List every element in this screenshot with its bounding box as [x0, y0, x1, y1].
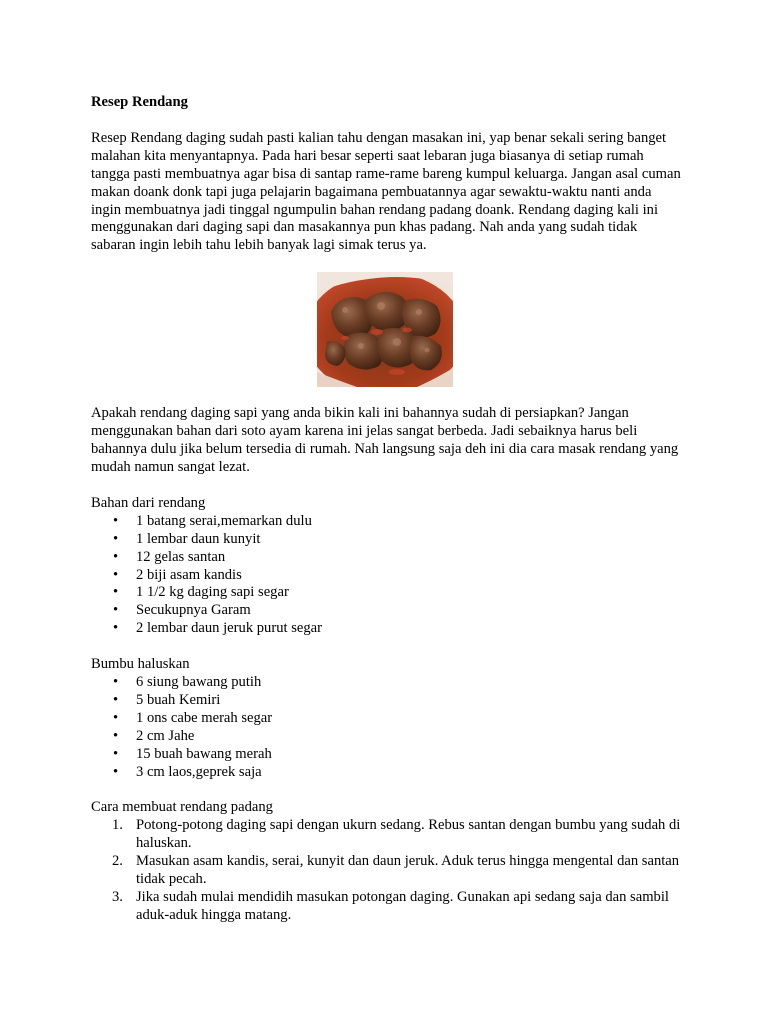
- list-item: • 1 1/2 kg daging sapi segar: [113, 584, 289, 601]
- bullet-icon: •: [113, 709, 119, 726]
- list-item: • 2 lembar daun jeruk purut segar: [113, 620, 323, 637]
- document-title: Resep Rendang: [91, 94, 188, 110]
- list-item: • 1 ons cabe merah segar: [113, 709, 273, 726]
- bahan-heading: Bahan dari rendang: [91, 494, 206, 511]
- cara-steps-list: [91, 817, 681, 924]
- bullet-icon: •: [113, 566, 119, 583]
- list-item: • 1 batang serai,memarkan dulu: [113, 512, 312, 529]
- bullet-icon: •: [113, 691, 119, 708]
- step-number: 2.: [112, 853, 123, 870]
- list-item: • 5 buah Kemiri: [113, 691, 221, 708]
- cara-heading: Cara membuat rendang padang: [91, 799, 273, 816]
- intro-paragraph: Resep Rendang daging sudah pasti kalian tahu dengan masakan ini, yap benar sekali sering banget malahan kita menyantapnya. Pada hari besar seperti saat lebaran juga biasanya di setiap rumah tangga pasti membuatnya agar bisa di santap rame-rame bareng kumpul keluarga. Jangan asal cuman makan doank donk tapi juga pelajarin bagaimana pembuatannya agar sewaktu-waktu nanti anda ingin membuatnya jadi tinggal ngumpulin bahan rendang padang doank. Rendang daging kali ini menggunakan dari daging sapi dan masakannya pun khas padang. Nah anda yang sudah tidak sabaran ingin lebih tahu lebih banyak lagi simak terus ya.: [91, 129, 681, 254]
- list-item: • 1 lembar daun kunyit: [113, 530, 261, 547]
- list-item: • 3 cm laos,geprek saja: [113, 763, 262, 780]
- step-item: 3. Jika sudah mulai mendidih masukan potongan daging. Gunakan api sedang saja dan sambil aduk-aduk hingga matang.: [112, 889, 669, 923]
- rendang-photo: [317, 272, 453, 387]
- list-item: • Secukupnya Garam: [113, 602, 251, 619]
- step-item: 1. Potong-potong daging sapi dengan ukurn sedang. Rebus santan dengan bumbu yang sudah di haluskan.: [112, 817, 681, 852]
- bullet-icon: •: [113, 584, 119, 601]
- step-item: 2. Masukan asam kandis, serai, kunyit dan daun jeruk. Aduk terus hingga mengental dan santan tidak pecah.: [112, 853, 680, 888]
- list-item: • 6 siung bawang putih: [113, 674, 262, 691]
- document-page: [91, 94, 681, 943]
- bullet-icon: •: [113, 674, 119, 691]
- bumbu-list: [91, 674, 681, 781]
- bullet-icon: •: [113, 530, 119, 547]
- list-item: • 2 cm Jahe: [113, 727, 195, 744]
- bumbu-heading: Bumbu haluskan: [91, 656, 190, 673]
- bullet-icon: •: [113, 602, 119, 619]
- list-item: • 12 gelas santan: [113, 548, 226, 565]
- bullet-icon: •: [113, 512, 119, 529]
- step-number: 3.: [112, 889, 123, 905]
- step-number: 1.: [112, 817, 123, 834]
- bullet-icon: •: [113, 745, 119, 762]
- list-item: • 2 biji asam kandis: [113, 566, 242, 583]
- bullet-icon: •: [113, 548, 119, 565]
- bullet-icon: •: [113, 620, 119, 637]
- bullet-icon: •: [113, 727, 119, 744]
- bullet-icon: •: [113, 763, 119, 780]
- list-item: • 15 buah bawang merah: [113, 745, 272, 762]
- photo-container: [91, 272, 681, 387]
- second-paragraph: Apakah rendang daging sapi yang anda bikin kali ini bahannya sudah di persiapkan? Jangan menggunakan bahan dari soto ayam karena ini jelas sangat berbeda. Jadi sebaiknya harus beli bahannya dulu jika belum tersedia di rumah. Nah langsung saja deh ini dia cara masak rendang yang mudah namun sangat lezat.: [91, 405, 679, 475]
- bahan-list: [91, 513, 681, 638]
